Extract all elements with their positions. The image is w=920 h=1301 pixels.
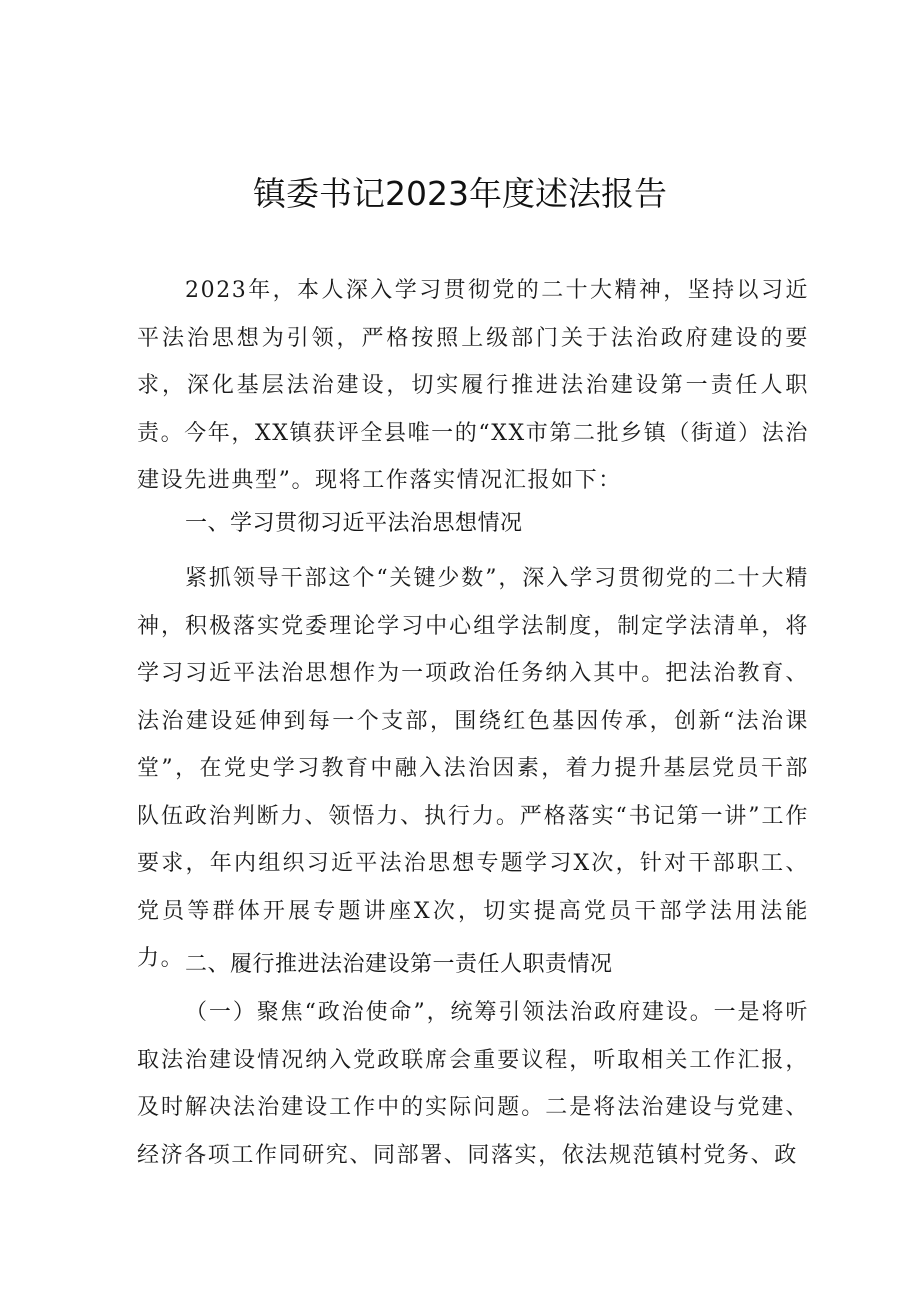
section-1-heading: 一、学习贯彻习近平法治思想情况 bbox=[185, 511, 523, 536]
intro-paragraph: 2023年，本人深入学习贯彻党的二十大精神，坚持以习近平法治思想为引领，严格按照上级部门关于法治政府建设的要求，深化基层法治建设，切实履行推进法治建设第一责任人职责。今年，XX镇获评全县唯一的“XX市第二批乡镇（街道）法治建设先进典型”。现将工作落实情况汇报如下： bbox=[137, 278, 809, 493]
section-1-paragraph: 紧抓领导干部这个“关键少数”，深入学习贯彻党的二十大精神，积极落实党委理论学习中心组学法制度，制定学法清单，将学习习近平法治思想作为一项政治任务纳入其中。把法治教育、法治建设延伸到每一个支部，围绕红色基因传承，创新“法治课堂”，在党史学习教育中融入法治因素，着力提升基层党员干部队伍政治判断力、领悟力、执行力。严格落实“书记第一讲”工作要求，年内组织习近平法治思想专题学习X次，针对干部职工、党员等群体开展专题讲座X次，切实提高党员干部学法用法能力。 bbox=[137, 566, 809, 971]
section-2-heading: 二、履行推进法治建设第一责任人职责情况 bbox=[185, 952, 613, 977]
document-title: 镇委书记2023年度述法报告 bbox=[253, 174, 667, 213]
section-2-paragraph: （一）聚焦“政治使命”，统筹引领法治政府建设。一是将听取法治建设情况纳入党政联席会重要议程，听取相关工作汇报，及时解决法治建设工作中的实际问题。二是将法治建设与党建、经济各项工作同研究、同部署、同落实，依法规范镇村党务、政 bbox=[137, 1000, 809, 1168]
